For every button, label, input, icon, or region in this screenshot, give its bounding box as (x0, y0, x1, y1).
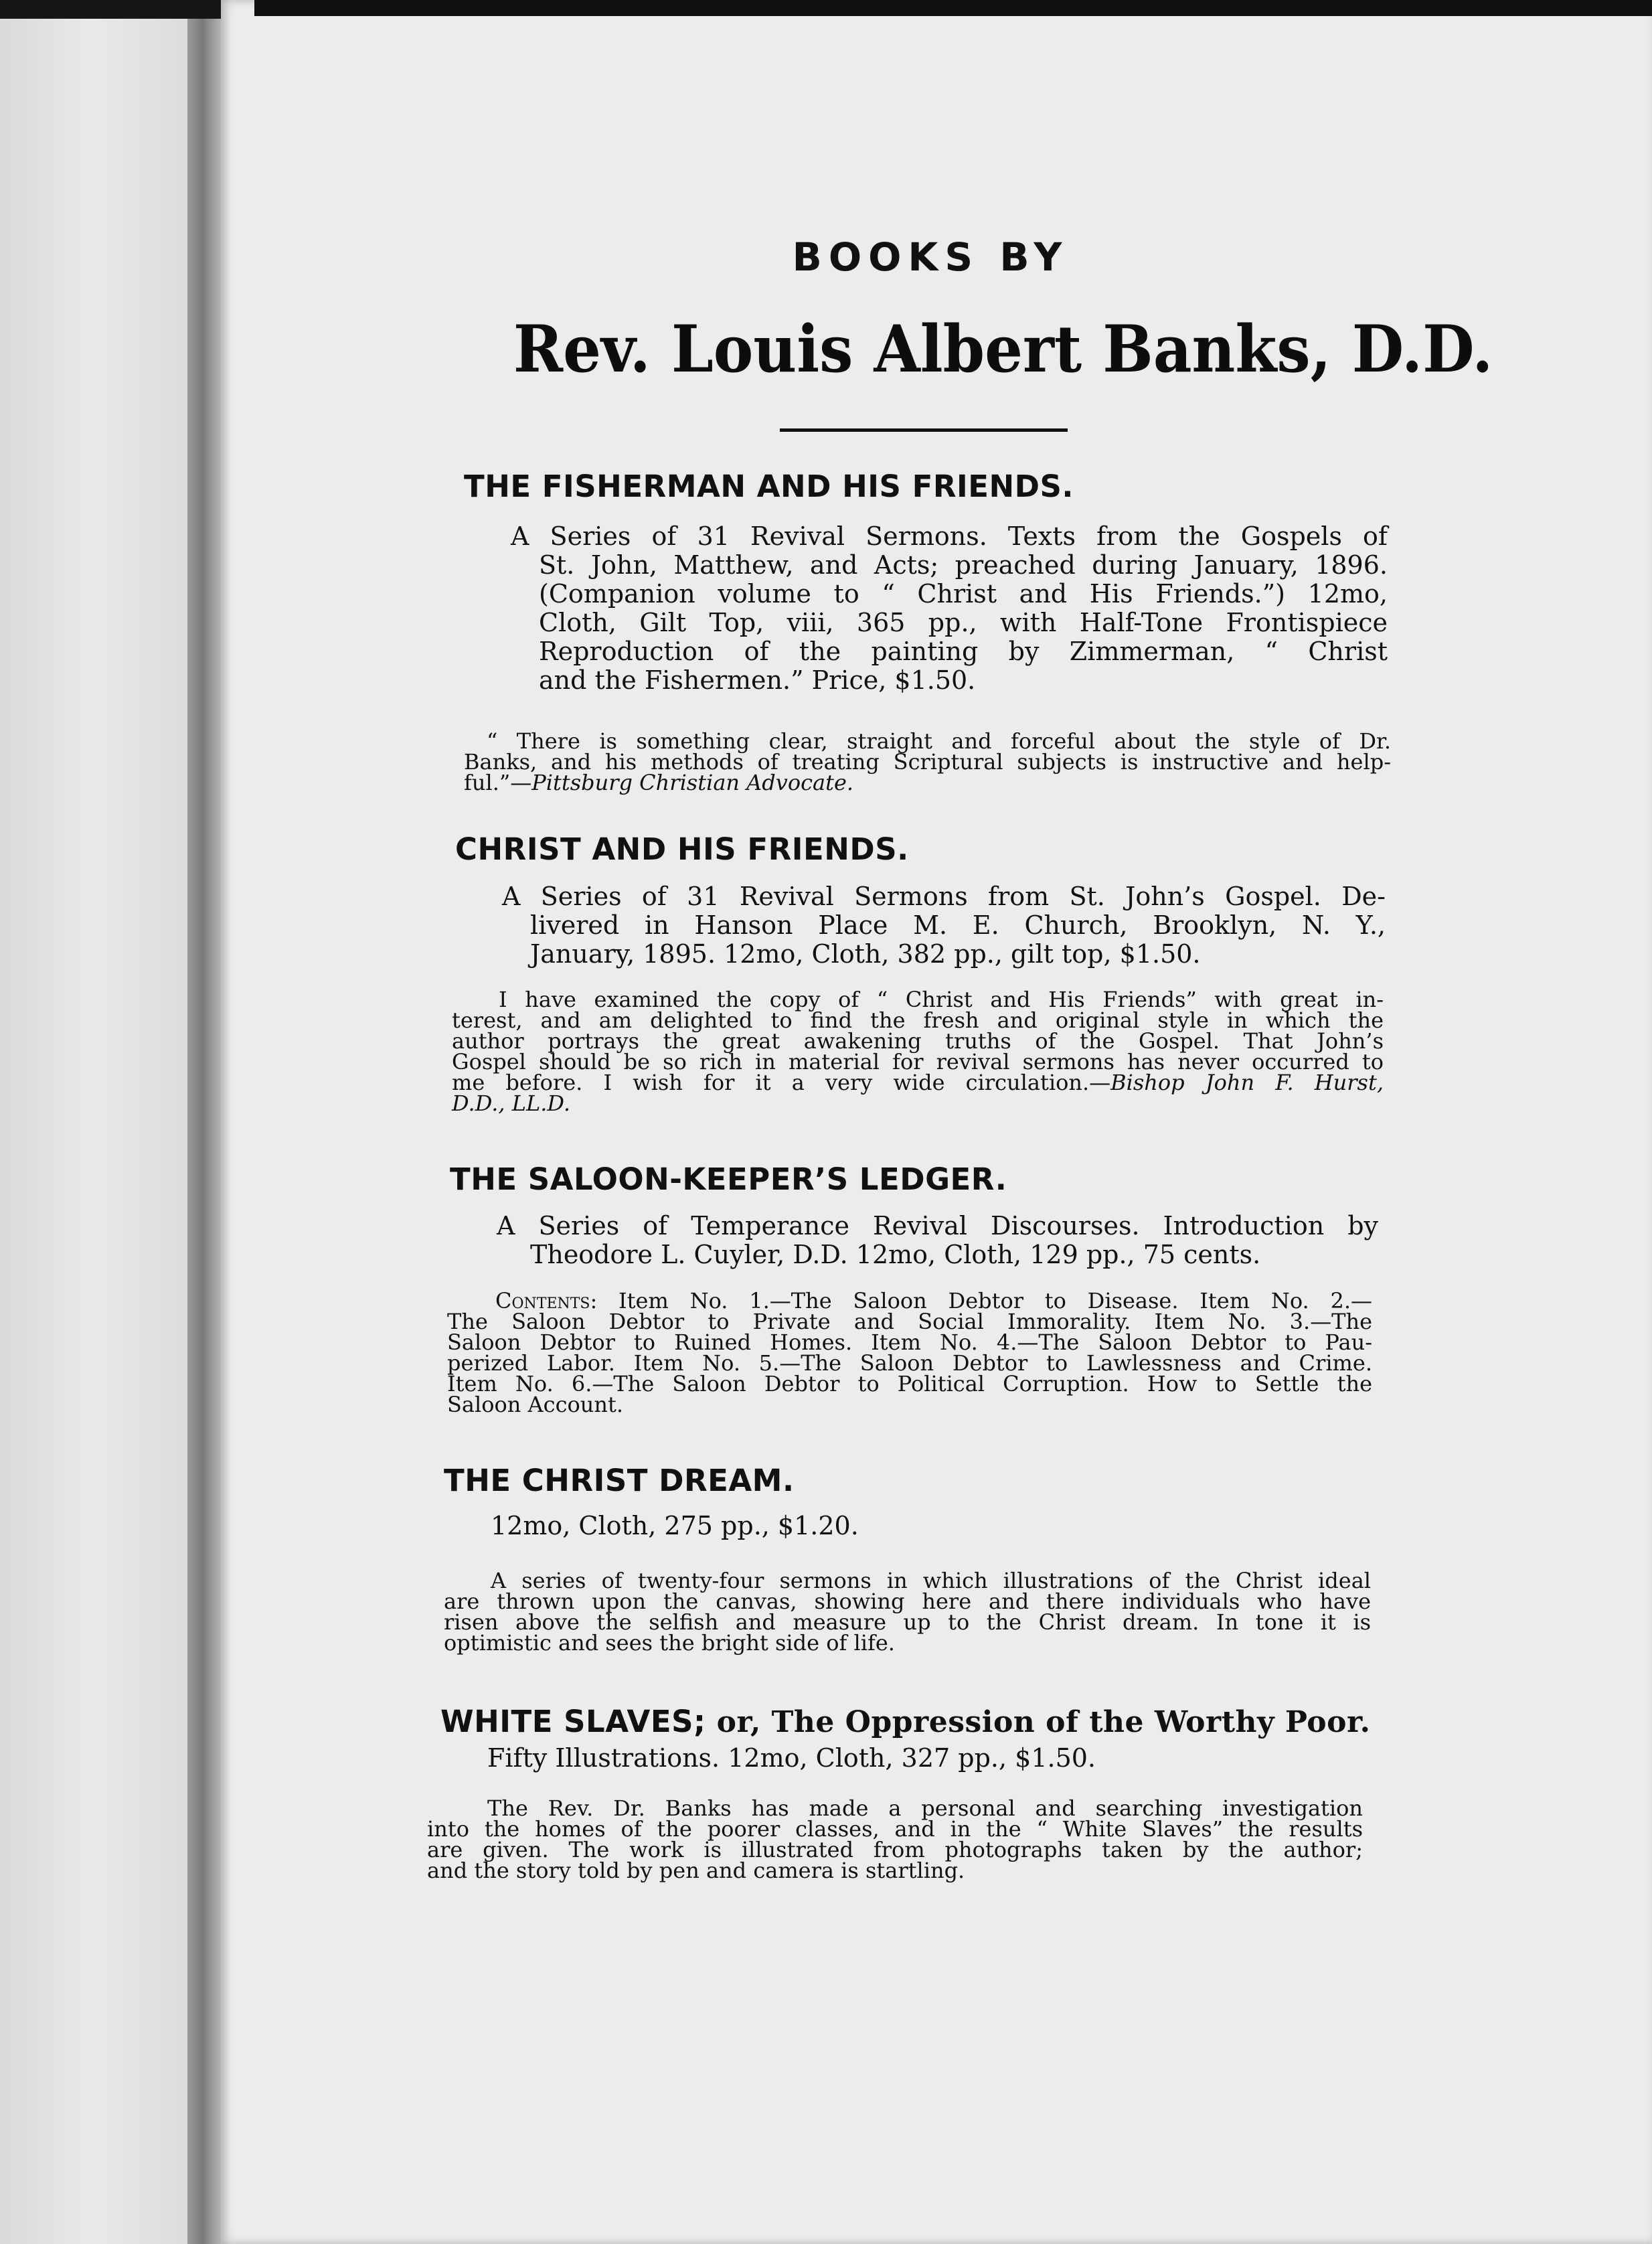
review-line: The Rev. Dr. Banks has made a personal and searching investigation (487, 1795, 1363, 1821)
review-line: risen above the selfish and measure up to the Christ dream. In tone it is (444, 1609, 1371, 1635)
description-line: St. John, Matthew, and Acts; preached during January, 1896. (539, 550, 1388, 580)
description-line: Reproduction of the painting by Zimmerman, “ Christ (539, 637, 1388, 666)
description-line: Theodore L. Cuyler, D.D. 12mo, Cloth, 129 pp., 75 cents. (530, 1240, 1261, 1269)
book-description-christ-friends (502, 882, 1386, 969)
book-description-saloon-keeper (497, 1212, 1378, 1269)
author-name: Rev. Louis Albert Banks, D.D. (513, 311, 1493, 387)
book-title-saloon-keeper: THE SALOON-KEEPER’S LEDGER. (450, 1161, 1007, 1197)
review-line (452, 1072, 1384, 1093)
contents-label: Contents: (495, 1288, 598, 1313)
review-line: optimistic and sees the bright side of life. (444, 1630, 895, 1656)
description-line: Fifty Illustrations. 12mo, Cloth, 327 pp., $1.50. (487, 1743, 1096, 1773)
contents-line: perized Labor. Item No. 5.—The Saloon Debtor to Lawlessness and Crime. (447, 1350, 1372, 1376)
review-line: are thrown upon the canvas, showing here and there individuals who have (444, 1589, 1371, 1614)
description-line: livered in Hanson Place M. E. Church, Brooklyn, N. Y., (530, 910, 1386, 940)
book-contents-saloon-keeper (447, 1288, 1372, 1417)
book-title-christ-friends: CHRIST AND HIS FRIENDS. (455, 831, 909, 867)
contents-text: Item No. 1.—The Saloon Debtor to Disease. Item No. 2.— (597, 1288, 1372, 1313)
review-source-credentials: D.D., LL.D. (452, 1091, 571, 1116)
description-line: A Series of 31 Revival Sermons from St. John’s Gospel. De- (502, 882, 1386, 911)
review-line: Banks, and his methods of treating Scriptural subjects is instructive and help- (464, 749, 1391, 775)
book-title-main: WHITE SLAVES; (440, 1704, 706, 1739)
book-review-white-slaves (427, 1795, 1363, 1883)
book-title-fisherman: THE FISHERMAN AND HIS FRIENDS. (464, 469, 1074, 504)
book-review-fisherman (464, 728, 1391, 795)
review-line: into the homes of the poorer classes, and in the “ White Slaves” the results (427, 1816, 1363, 1842)
heading-books-by: BOOKS BY (792, 234, 1069, 280)
review-line: “ There is something clear, straight and forceful about the style of Dr. (487, 728, 1391, 754)
description-line: (Companion volume to “ Christ and His Friends.”) 12mo, (539, 579, 1388, 609)
book-description-christ-dream (491, 1512, 1160, 1540)
page-top-border (254, 0, 1652, 16)
review-source: Bishop John F. Hurst, (1110, 1070, 1384, 1095)
book-subtitle: or, The Oppression of the Worthy Poor. (716, 1705, 1371, 1739)
description-line: A Series of Temperance Revival Discourses. Introduction by (497, 1211, 1378, 1240)
book-description-white-slaves (487, 1744, 1291, 1773)
review-source: Pittsburg Christian Advocate. (531, 770, 854, 795)
contents-line: Item No. 6.—The Saloon Debtor to Political Corruption. How to Settle the (447, 1371, 1372, 1396)
review-line: I have examined the copy of “ Christ and His Friends” with great in- (499, 987, 1384, 1012)
book-review-christ-dream (444, 1568, 1371, 1656)
book-title-christ-dream: THE CHRIST DREAM. (444, 1463, 795, 1498)
review-line: Gospel should be so rich in material for revival sermons has never occurred to (452, 1049, 1384, 1074)
description-line: A Series of 31 Revival Sermons. Texts from the Gospels of (511, 522, 1388, 551)
description-line: 12mo, Cloth, 275 pp., $1.20. (491, 1511, 859, 1540)
description-line: January, 1895. 12mo, Cloth, 382 pp., gilt top, $1.50. (530, 939, 1201, 969)
book-title-white-slaves (440, 1704, 1370, 1739)
title-rule (780, 428, 1068, 432)
contents-line: Saloon Account. (447, 1392, 624, 1417)
book-description-fisherman (511, 522, 1388, 695)
review-line: are given. The work is illustrated from photographs taken by the author; (427, 1837, 1363, 1862)
review-line (464, 770, 1391, 795)
review-line: and the story told by pen and camera is startling. (427, 1858, 965, 1883)
book-review-christ-friends (452, 989, 1384, 1114)
review-line: author portrays the great awakening truths of the Gospel. That John’s (452, 1028, 1384, 1054)
description-line: Cloth, Gilt Top, viii, 365 pp., with Half-Tone Frontispiece (539, 608, 1388, 637)
description-line: and the Fishermen.” Price, $1.50. (539, 665, 976, 695)
review-line: terest, and am delighted to find the fresh and original style in which the (452, 1008, 1384, 1033)
review-line: A series of twenty-four sermons in which illustrations of the Christ ideal (491, 1568, 1371, 1593)
review-text: ful.”— (464, 770, 532, 795)
contents-line: The Saloon Debtor to Private and Social Immorality. Item No. 3.—The (447, 1309, 1372, 1334)
gutter-shadow (187, 19, 221, 2244)
contents-line: Saloon Debtor to Ruined Homes. Item No. 4.—The Saloon Debtor to Pau- (447, 1330, 1372, 1355)
review-text: me before. I wish for it a very wide circulation.— (452, 1070, 1111, 1095)
